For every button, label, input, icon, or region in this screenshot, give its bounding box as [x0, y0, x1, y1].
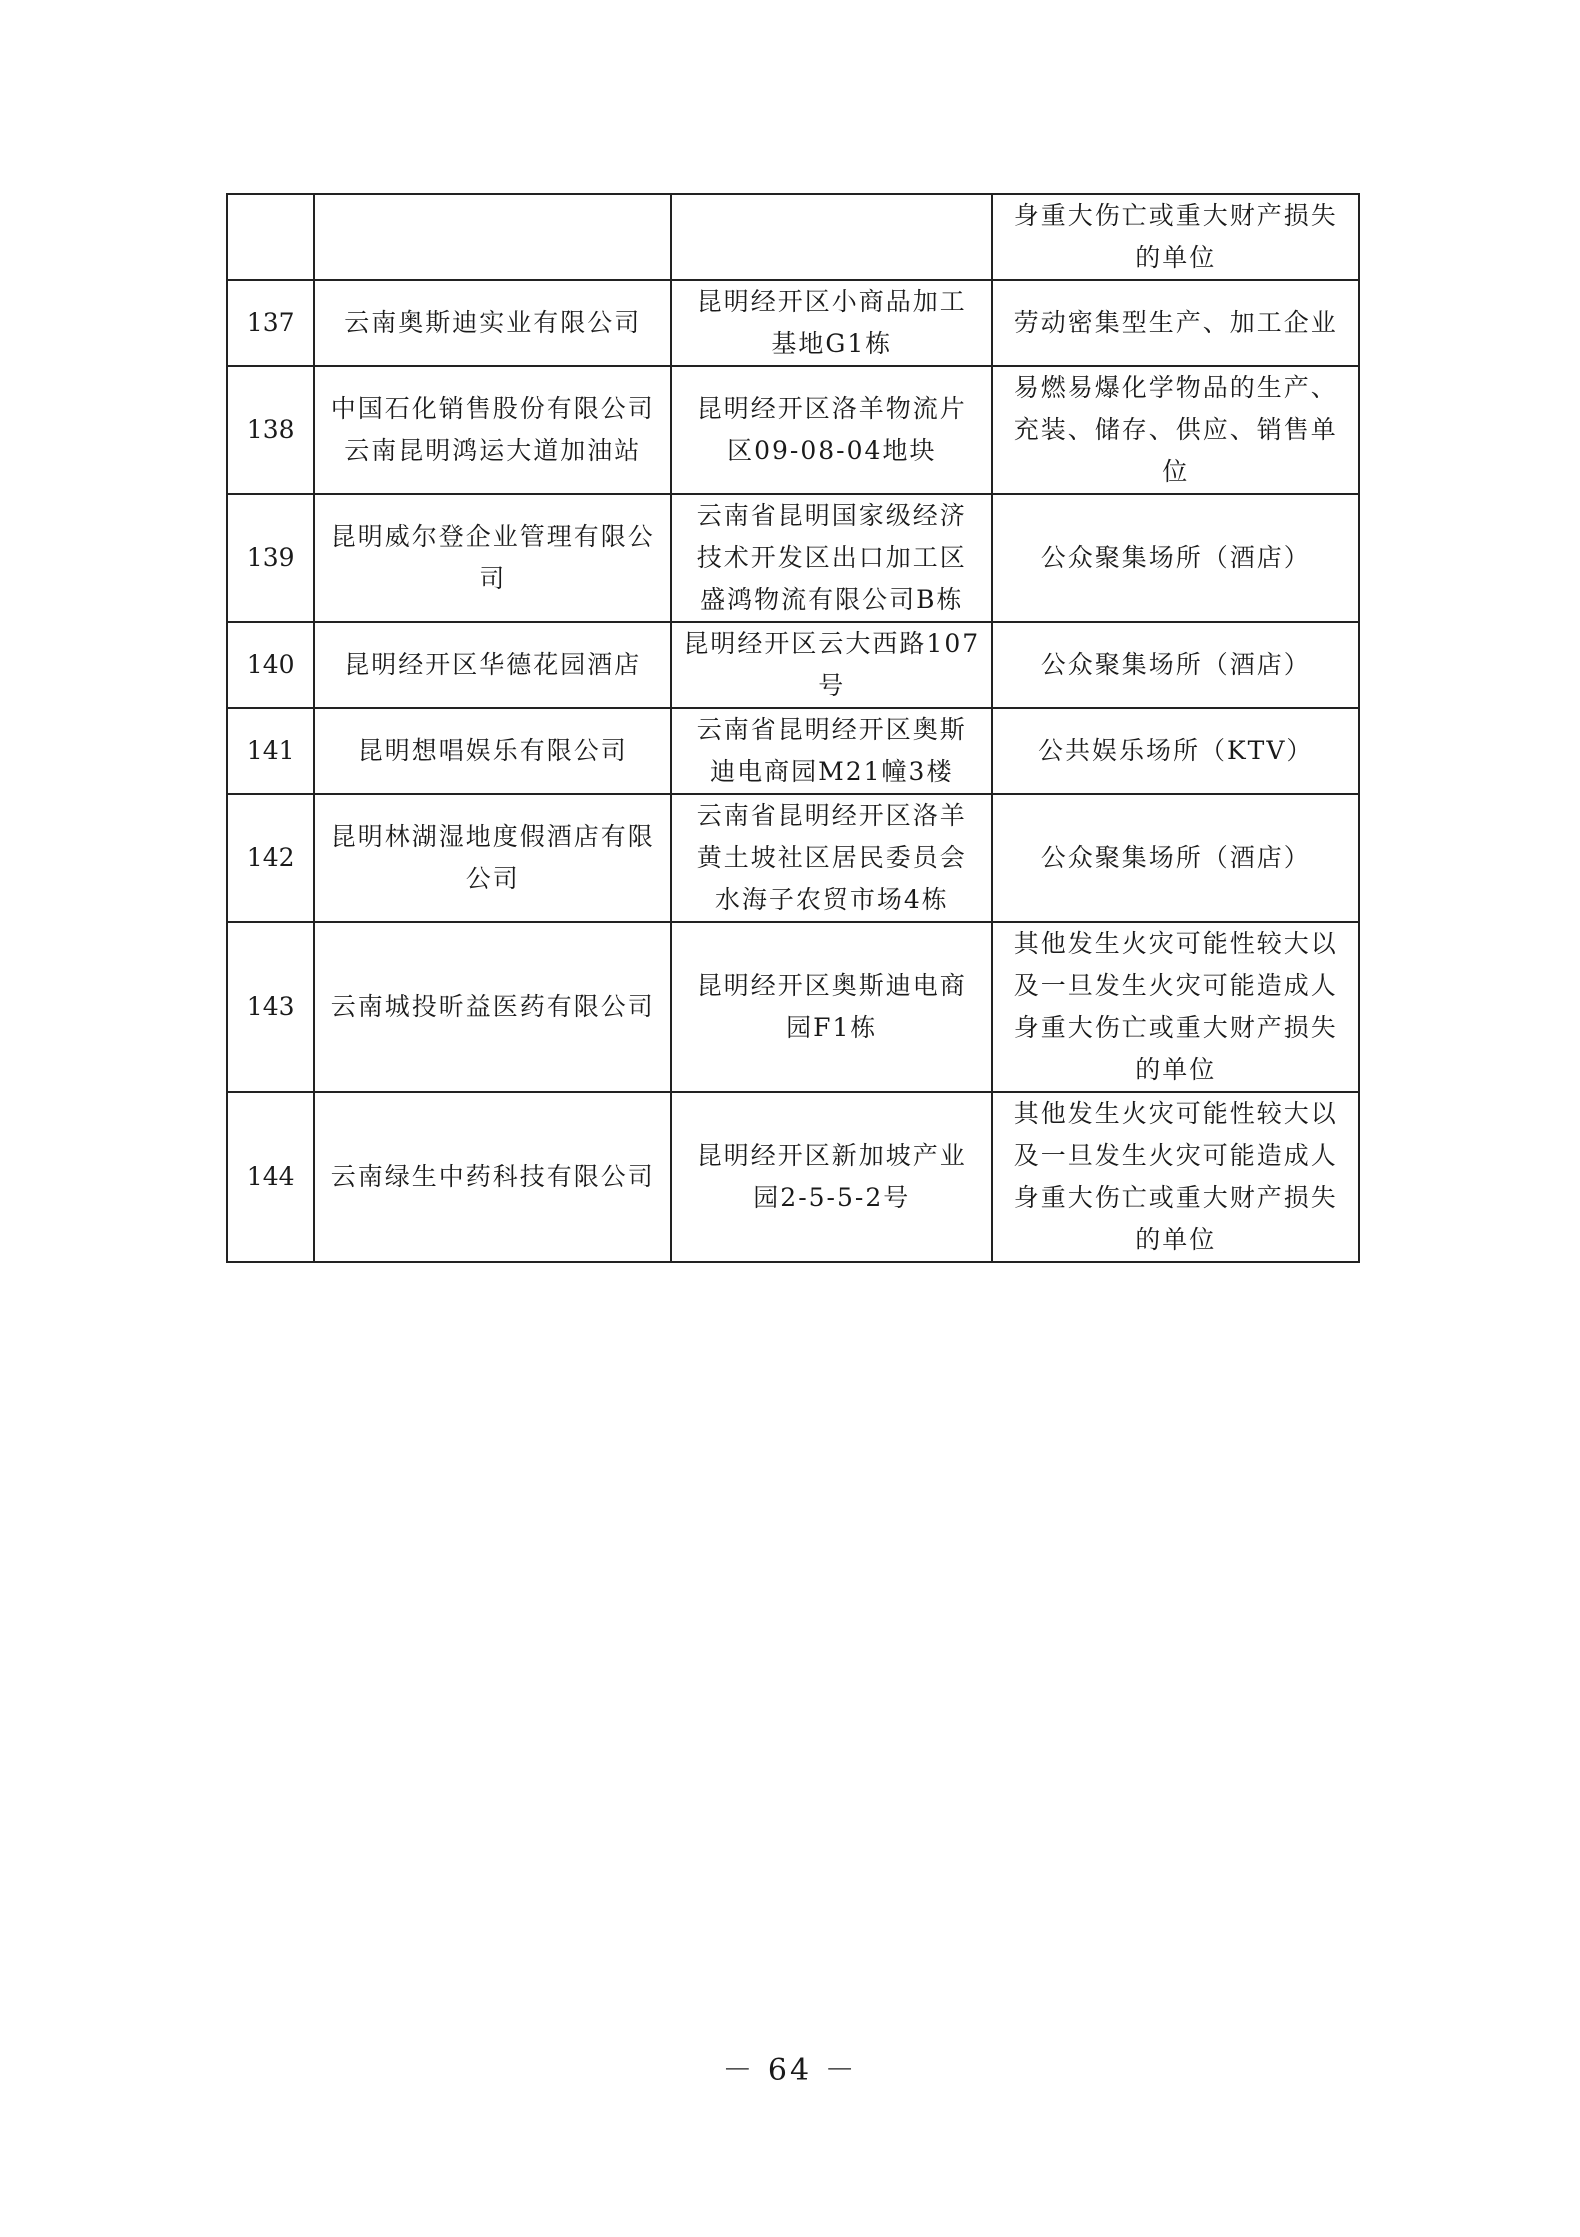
- row-number: [227, 194, 314, 280]
- unit-type: 易燃易爆化学物品的生产、 充装、储存、供应、销售单 位: [992, 366, 1359, 494]
- row-number: 143: [227, 922, 314, 1092]
- unit-type: 劳动密集型生产、加工企业: [992, 280, 1359, 366]
- unit-name: 云南绿生中药科技有限公司: [314, 1092, 671, 1262]
- unit-type: 公众聚集场所（酒店）: [992, 794, 1359, 922]
- row-number: 141: [227, 708, 314, 794]
- unit-address: 昆明经开区云大西路107 号: [671, 622, 992, 708]
- table-row: [227, 794, 1359, 922]
- row-number: 139: [227, 494, 314, 622]
- unit-type: 其他发生火灾可能性较大以 及一旦发生火灾可能造成人 身重大伤亡或重大财产损失 的单位: [992, 922, 1359, 1092]
- unit-address: 云南省昆明经开区洛羊 黄土坡社区居民委员会 水海子农贸市场4栋: [671, 794, 992, 922]
- unit-name: 昆明林湖湿地度假酒店有限 公司: [314, 794, 671, 922]
- unit-type: 身重大伤亡或重大财产损失 的单位: [992, 194, 1359, 280]
- table-row: [227, 494, 1359, 622]
- unit-address: 云南省昆明国家级经济 技术开发区出口加工区 盛鸿物流有限公司B栋: [671, 494, 992, 622]
- table-row: [227, 194, 1359, 280]
- row-number: 138: [227, 366, 314, 494]
- unit-address: 昆明经开区小商品加工 基地G1栋: [671, 280, 992, 366]
- table-row: [227, 1092, 1359, 1262]
- unit-address: [671, 194, 992, 280]
- table-row: [227, 922, 1359, 1092]
- page-number: － 64 －: [722, 2053, 858, 2088]
- unit-name: [314, 194, 671, 280]
- unit-name: 昆明威尔登企业管理有限公 司: [314, 494, 671, 622]
- unit-type: 公众聚集场所（酒店）: [992, 622, 1359, 708]
- unit-address: 昆明经开区洛羊物流片 区09-08-04地块: [671, 366, 992, 494]
- unit-name: 中国石化销售股份有限公司 云南昆明鸿运大道加油站: [314, 366, 671, 494]
- table-row: [227, 622, 1359, 708]
- row-number: 140: [227, 622, 314, 708]
- unit-name: 昆明想唱娱乐有限公司: [314, 708, 671, 794]
- unit-address: 昆明经开区奥斯迪电商 园F1栋: [671, 922, 992, 1092]
- table-row: [227, 280, 1359, 366]
- unit-type: 公共娱乐场所（KTV）: [992, 708, 1359, 794]
- row-number: 137: [227, 280, 314, 366]
- unit-name: 云南城投昕益医药有限公司: [314, 922, 671, 1092]
- unit-type: 其他发生火灾可能性较大以 及一旦发生火灾可能造成人 身重大伤亡或重大财产损失 的单位: [992, 1092, 1359, 1262]
- unit-name: 昆明经开区华德花园酒店: [314, 622, 671, 708]
- row-number: 142: [227, 794, 314, 922]
- unit-list-table: [226, 193, 1360, 1263]
- row-number: 144: [227, 1092, 314, 1262]
- unit-address: 云南省昆明经开区奥斯 迪电商园M21幢3楼: [671, 708, 992, 794]
- unit-address: 昆明经开区新加坡产业 园2-5-5-2号: [671, 1092, 992, 1262]
- unit-type: 公众聚集场所（酒店）: [992, 494, 1359, 622]
- unit-name: 云南奥斯迪实业有限公司: [314, 280, 671, 366]
- table-row: [227, 366, 1359, 494]
- table-row: [227, 708, 1359, 794]
